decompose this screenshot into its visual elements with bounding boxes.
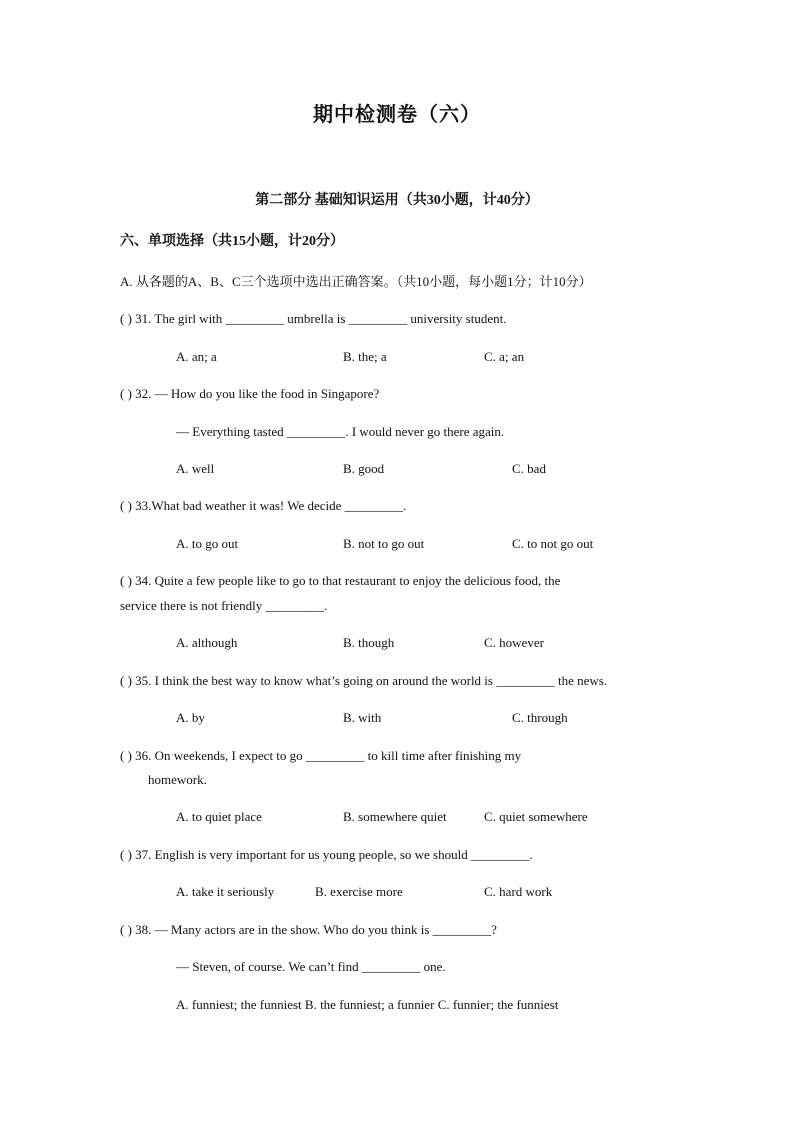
question-36-line2: homework. (148, 772, 207, 787)
question-33-stem: ( ) 33.What bad weather it was! We decide _________. (120, 498, 407, 513)
question-32-stem: ( ) 32. — How do you like the food in Singapore? (120, 386, 380, 401)
page-title: 期中检测卷（六） (313, 104, 481, 126)
question-38-stem: ( ) 38. — Many actors are in the show. Who do you think is _________? (120, 922, 497, 937)
question-35-option-b: B. with (343, 710, 382, 725)
section-heading: 六、单项选择（共15小题，计20分） (120, 234, 344, 249)
question-37-stem: ( ) 37. English is very important for us young people, so we should _________. (120, 847, 533, 862)
question-33-option-a: A. to go out (176, 536, 239, 551)
question-36-stem: ( ) 36. On weekends, I expect to go _________ to kill time after finishing my (120, 748, 522, 763)
question-32-option-a: A. well (176, 461, 215, 476)
question-31-option-b: B. the; a (343, 349, 387, 364)
question-35-stem: ( ) 35. I think the best way to know what’s going on around the world is _________ the news. (120, 673, 608, 688)
instruction-text: A. 从各题的A、B、C三个选项中选出正确答案。（共10小题，每小题1分；计10分） (120, 274, 592, 289)
question-31-option-a: A. an; a (176, 349, 217, 364)
question-38-options: A. funniest; the funniest B. the funniest; a funnier C. funnier; the funniest (176, 997, 559, 1012)
question-32-line2: — Everything tasted _________. I would never go there again. (176, 424, 505, 439)
question-36-option-a: A. to quiet place (176, 809, 262, 824)
question-37-option-a: A. take it seriously (176, 884, 275, 899)
question-34-stem: ( ) 34. Quite a few people like to go to that restaurant to enjoy the delicious food, the (120, 573, 561, 588)
question-36-option-b: B. somewhere quiet (343, 809, 447, 824)
question-32-option-c: C. bad (512, 461, 546, 476)
question-34-option-c: C. however (484, 635, 544, 650)
question-37-option-c: C. hard work (484, 884, 553, 899)
question-35-option-a: A. by (176, 710, 205, 725)
question-33-option-b: B. not to go out (343, 536, 425, 551)
question-34-option-b: B. though (343, 635, 395, 650)
question-34-option-a: A. although (176, 635, 238, 650)
question-34-line2: service there is not friendly _________. (120, 598, 328, 613)
question-31-stem: ( ) 31. The girl with _________ umbrella is _________ university student. (120, 311, 507, 326)
question-37-option-b: B. exercise more (315, 884, 403, 899)
question-31-option-c: C. a; an (484, 349, 525, 364)
question-38-line2: — Steven, of course. We can’t find _________ one. (176, 959, 446, 974)
part-heading: 第二部分 基础知识运用（共30小题，计40分） (255, 193, 539, 208)
question-36-option-c: C. quiet somewhere (484, 809, 588, 824)
question-33-option-c: C. to not go out (512, 536, 594, 551)
question-35-option-c: C. through (512, 710, 568, 725)
question-32-option-b: B. good (343, 461, 385, 476)
